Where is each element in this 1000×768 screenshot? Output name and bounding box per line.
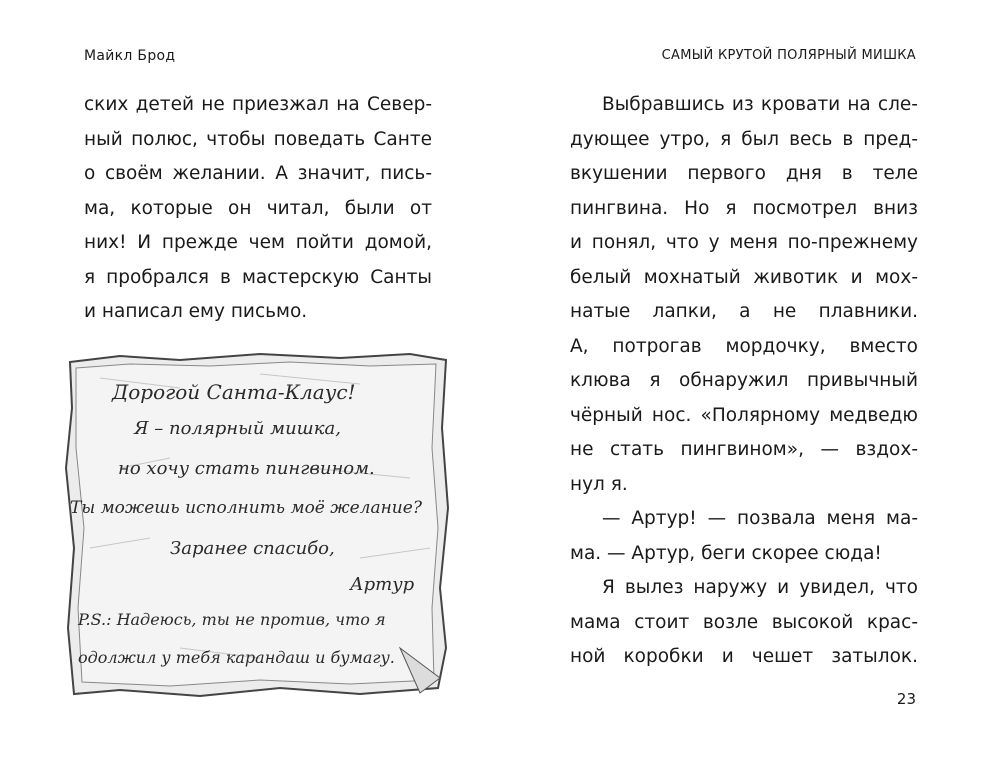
text-line: вкушении первого дня в теле xyxy=(570,163,918,184)
letter-signature: Артур xyxy=(350,574,415,595)
handwritten-letter xyxy=(60,348,454,700)
text-line: Я вылез наружу и увидел, что xyxy=(602,577,918,598)
text-line: ной коробки и чешет затылок. xyxy=(570,646,918,667)
running-header-title: САМЫЙ КРУТОЙ ПОЛЯРНЫЙ МИШКА xyxy=(661,48,916,63)
text-line: дующее утро, я был весь в пред- xyxy=(570,128,918,150)
text-line: пингвина. Но я посмотрел вниз xyxy=(570,197,918,219)
text-line: них! И прежде чем пойти домой, xyxy=(84,232,432,253)
text-line: — Артур! — позвала меня ма- xyxy=(602,508,918,529)
left-text-column xyxy=(84,88,432,330)
letter-salutation: Дорогой Санта-Клаус! xyxy=(112,380,356,404)
text-line: не стать пингвином», — вздох- xyxy=(570,439,918,460)
text-line: нул я. xyxy=(570,473,628,495)
text-line: А, потрогав мордочку, вместо xyxy=(570,335,918,357)
running-header-author: Майкл Брод xyxy=(84,48,176,64)
text-line: белый мохнатый животик и мох- xyxy=(570,266,918,288)
letter-line: Я – полярный мишка, xyxy=(134,418,341,439)
text-line: ный полюс, чтобы поведать Санте xyxy=(84,128,432,150)
text-line: клюва я обнаружил привычный xyxy=(570,370,918,391)
letter-line: P.S.: Надеюсь, ты не против, что я xyxy=(78,610,386,629)
text-line: и понял, что у меня по-прежнему xyxy=(570,232,918,253)
text-line: и написал ему письмо. xyxy=(84,301,308,322)
text-line: натые лапки, а не плавники. xyxy=(570,301,918,322)
text-line: ма. — Артур, беги скорее сюда! xyxy=(570,542,882,564)
letter-line: но хочу стать пингвином. xyxy=(118,458,375,479)
text-line: чёрный нос. «Полярному медведю xyxy=(570,404,918,426)
text-line: Выбравшись из кровати на сле- xyxy=(602,94,918,115)
text-line: о своём желании. А значит, пись- xyxy=(84,163,432,184)
letter-line: одолжил у тебя карандаш и бумагу. xyxy=(78,648,395,667)
letter-line: Ты можешь исполнить моё желание? xyxy=(70,498,422,518)
right-text-column xyxy=(570,88,918,675)
letter-line: Заранее спасибо, xyxy=(170,538,335,559)
text-line: я пробрался в мастерскую Санты xyxy=(84,266,432,288)
text-line: мама стоит возле высокой крас- xyxy=(570,611,918,633)
page-number: 23 xyxy=(896,690,916,708)
text-line: ских детей не приезжал на Север- xyxy=(84,94,432,115)
text-line: ма, которые он читал, были от xyxy=(84,197,432,219)
